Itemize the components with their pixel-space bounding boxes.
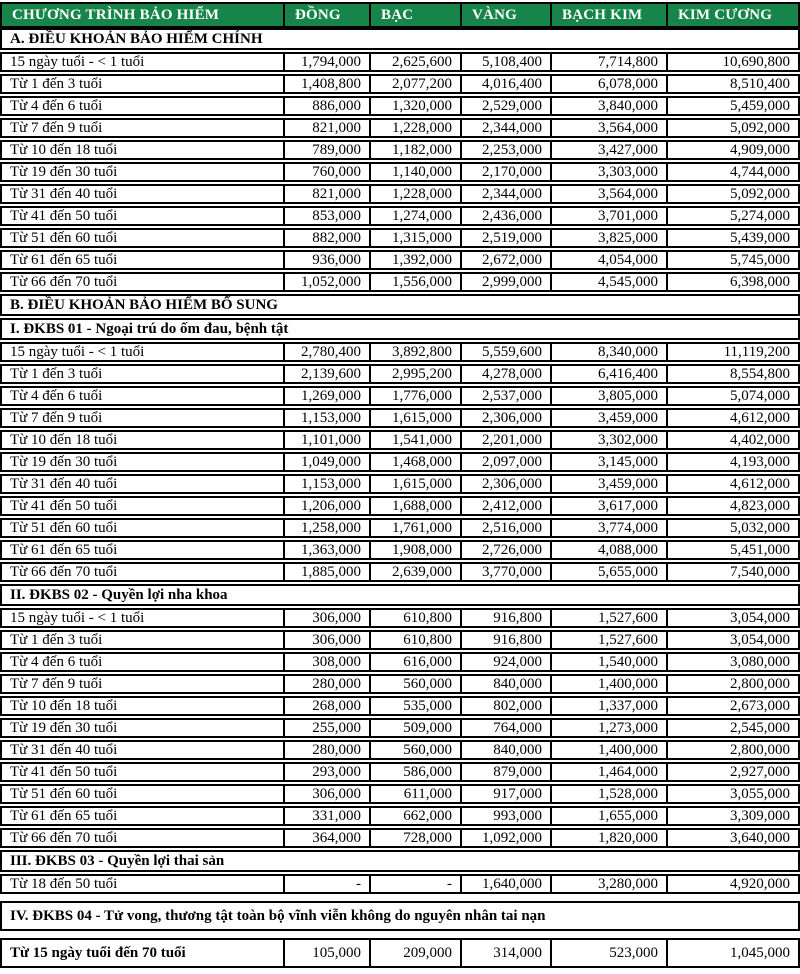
table-row [0,938,800,968]
premium-value: 611,000 [369,784,462,804]
premium-value: 1,464,000 [550,762,668,782]
premium-value: 917,000 [460,784,552,804]
age-range-label: Từ 7 đến 9 tuổi [0,408,285,428]
premium-value: 2,995,200 [369,364,462,384]
age-range-label: Từ 61 đến 65 tuổi [0,540,285,560]
age-range-label: Từ 41 đến 50 tuổi [0,206,285,226]
section-header-row [0,318,800,340]
table-row [0,52,800,72]
premium-value: 331,000 [283,806,371,826]
table-row [0,652,800,672]
section-title: B. ĐIỀU KHOẢN BẢO HIỂM BỔ SUNG [0,294,800,316]
premium-value: 1,228,000 [369,118,462,138]
premium-value: 3,774,000 [550,518,668,538]
premium-value: 308,000 [283,652,371,672]
premium-value: 1,655,000 [550,806,668,826]
age-range-label: Từ 7 đến 9 tuổi [0,118,285,138]
premium-value: 280,000 [283,740,371,760]
premium-value: 1,761,000 [369,518,462,538]
premium-value: 2,436,000 [460,206,552,226]
premium-value: 3,701,000 [550,206,668,226]
column-header-kim-cuong: KIM CƯƠNG [666,2,800,28]
premium-value: 306,000 [283,608,371,628]
premium-value: 364,000 [283,828,371,848]
table-row [0,140,800,160]
premium-value: 2,726,000 [460,540,552,560]
premium-value: 821,000 [283,184,371,204]
premium-value: 1,688,000 [369,496,462,516]
premium-value: 5,108,400 [460,52,552,72]
age-range-label: Từ 10 đến 18 tuổi [0,430,285,450]
premium-value: 993,000 [460,806,552,826]
column-header-dong: ĐỒNG [283,2,371,28]
premium-value: 5,092,000 [666,184,800,204]
premium-value: 840,000 [460,674,552,694]
table-header-row [0,2,800,28]
premium-value: 586,000 [369,762,462,782]
premium-value: 3,309,000 [666,806,800,826]
table-row [0,342,800,362]
premium-value: 1,794,000 [283,52,371,72]
premium-value: 1,885,000 [283,562,371,582]
premium-value: 2,516,000 [460,518,552,538]
table-row [0,272,800,292]
age-range-label: Từ 10 đến 18 tuổi [0,140,285,160]
table-row [0,518,800,538]
table-row [0,162,800,182]
premium-value: 1,045,000 [666,938,800,968]
premium-value: 2,097,000 [460,452,552,472]
premium-value: 306,000 [283,630,371,650]
premium-value: 6,398,000 [666,272,800,292]
premium-value: 268,000 [283,696,371,716]
premium-value: 840,000 [460,740,552,760]
premium-value: 2,306,000 [460,408,552,428]
table-row [0,430,800,450]
premium-value: 8,340,000 [550,342,668,362]
table-row [0,206,800,226]
premium-value: 3,617,000 [550,496,668,516]
premium-value: 1,527,600 [550,608,668,628]
table-row [0,562,800,582]
age-range-label: Từ 51 đến 60 tuổi [0,784,285,804]
age-range-label: Từ 1 đến 3 tuổi [0,364,285,384]
section-title: IV. ĐKBS 04 - Tử vong, thương tật toàn bộ vĩnh viễn không do nguyên nhân tai nạn [0,901,800,931]
premium-value: 306,000 [283,784,371,804]
age-range-label: Từ 18 đến 50 tuổi [0,874,285,894]
premium-value: 560,000 [369,674,462,694]
premium-value: 2,344,000 [460,118,552,138]
premium-value: 280,000 [283,674,371,694]
premium-value: 3,892,800 [369,342,462,362]
premium-value: 2,201,000 [460,430,552,450]
premium-value: 3,770,000 [460,562,552,582]
age-range-label: Từ 51 đến 60 tuổi [0,518,285,538]
premium-value: 4,278,000 [460,364,552,384]
table-row [0,540,800,560]
table-row [0,364,800,384]
premium-value: 8,554,800 [666,364,800,384]
premium-value: 7,540,000 [666,562,800,582]
premium-value: 255,000 [283,718,371,738]
premium-value: 1,820,000 [550,828,668,848]
premium-value: 1,092,000 [460,828,552,848]
premium-value: 728,000 [369,828,462,848]
premium-value: 2,519,000 [460,228,552,248]
premium-value: 4,402,000 [666,430,800,450]
age-range-label: Từ 7 đến 9 tuổi [0,674,285,694]
premium-value: 1,615,000 [369,474,462,494]
table-row [0,408,800,428]
premium-value: 2,927,000 [666,762,800,782]
premium-value: 2,537,000 [460,386,552,406]
table-row [0,674,800,694]
premium-value: 3,840,000 [550,96,668,116]
premium-value: 523,000 [550,938,668,968]
table-row [0,74,800,94]
table-row [0,874,800,894]
age-range-label: Từ 61 đến 65 tuổi [0,806,285,826]
premium-value: 789,000 [283,140,371,160]
premium-value: 662,000 [369,806,462,826]
premium-value: 509,000 [369,718,462,738]
premium-value: 11,119,200 [666,342,800,362]
age-range-label: Từ 66 đến 70 tuổi [0,272,285,292]
table-row [0,762,800,782]
premium-value: 6,078,000 [550,74,668,94]
table-row [0,474,800,494]
premium-value: 760,000 [283,162,371,182]
table-row [0,386,800,406]
premium-value: 4,545,000 [550,272,668,292]
age-range-label: Từ 19 đến 30 tuổi [0,162,285,182]
section-header-row [0,294,800,316]
premium-value: 1,273,000 [550,718,668,738]
premium-value: 4,920,000 [666,874,800,894]
premium-value: 535,000 [369,696,462,716]
premium-value: 3,054,000 [666,608,800,628]
premium-value: 853,000 [283,206,371,226]
table-row [0,184,800,204]
premium-value: 1,392,000 [369,250,462,270]
premium-value: 1,320,000 [369,96,462,116]
table-row [0,452,800,472]
premium-value: 5,655,000 [550,562,668,582]
premium-value: 3,427,000 [550,140,668,160]
age-range-label: Từ 19 đến 30 tuổi [0,718,285,738]
premium-value: 1,258,000 [283,518,371,538]
premium-value: 5,092,000 [666,118,800,138]
premium-value: 1,315,000 [369,228,462,248]
age-range-label: Từ 4 đến 6 tuổi [0,652,285,672]
age-range-label: Từ 1 đến 3 tuổi [0,630,285,650]
premium-value: 3,280,000 [550,874,668,894]
premium-value: 1,337,000 [550,696,668,716]
section-header-row [0,28,800,50]
table-row [0,228,800,248]
table-row [0,784,800,804]
premium-value: 560,000 [369,740,462,760]
premium-value: 1,556,000 [369,272,462,292]
premium-value: 8,510,400 [666,74,800,94]
premium-value: 4,193,000 [666,452,800,472]
section-title: III. ĐKBS 03 - Quyền lợi thai sản [0,850,800,872]
premium-value: 879,000 [460,762,552,782]
premium-value: 5,459,000 [666,96,800,116]
table-row [0,608,800,628]
premium-value: 1,363,000 [283,540,371,560]
age-range-label: 15 ngày tuổi - < 1 tuổi [0,342,285,362]
premium-value: 610,800 [369,608,462,628]
section-title: A. ĐIỀU KHOẢN BẢO HIỂM CHÍNH [0,28,800,50]
premium-value: 5,274,000 [666,206,800,226]
premium-value: 1,528,000 [550,784,668,804]
table-row [0,828,800,848]
premium-value: 2,625,600 [369,52,462,72]
premium-value: 2,529,000 [460,96,552,116]
age-range-label: Từ 61 đến 65 tuổi [0,250,285,270]
premium-value: 5,559,600 [460,342,552,362]
table-row [0,250,800,270]
premium-value: 1,274,000 [369,206,462,226]
premium-value: 802,000 [460,696,552,716]
table-body [0,28,800,968]
premium-value: 2,672,000 [460,250,552,270]
premium-value: 3,145,000 [550,452,668,472]
premium-value: 6,416,400 [550,364,668,384]
premium-value: 4,823,000 [666,496,800,516]
premium-value: 209,000 [369,938,462,968]
column-header-vang: VÀNG [460,2,552,28]
premium-value: 3,080,000 [666,652,800,672]
premium-value: 1,908,000 [369,540,462,560]
premium-value: 1,140,000 [369,162,462,182]
age-range-label: Từ 1 đến 3 tuổi [0,74,285,94]
premium-value: 2,780,400 [283,342,371,362]
premium-value: 1,540,000 [550,652,668,672]
premium-value: 2,077,200 [369,74,462,94]
table-row [0,496,800,516]
premium-value: 2,253,000 [460,140,552,160]
premium-value: 5,439,000 [666,228,800,248]
premium-value: 1,615,000 [369,408,462,428]
section-title: II. ĐKBS 02 - Quyền lợi nha khoa [0,584,800,606]
section-header-row [0,850,800,872]
premium-value: 4,054,000 [550,250,668,270]
premium-value: 936,000 [283,250,371,270]
table-row [0,696,800,716]
premium-value: 4,016,400 [460,74,552,94]
premium-value: 4,744,000 [666,162,800,182]
premium-value: 2,673,000 [666,696,800,716]
age-range-label: Từ 4 đến 6 tuổi [0,386,285,406]
premium-value: 3,054,000 [666,630,800,650]
premium-value: 5,451,000 [666,540,800,560]
premium-value: 1,400,000 [550,740,668,760]
premium-value: 1,153,000 [283,408,371,428]
premium-value: 924,000 [460,652,552,672]
age-range-label: Từ 10 đến 18 tuổi [0,696,285,716]
program-column-header: CHƯƠNG TRÌNH BẢO HIỂM [0,2,285,28]
premium-value: 3,303,000 [550,162,668,182]
age-range-label: 15 ngày tuổi - < 1 tuổi [0,52,285,72]
age-range-label: Từ 31 đến 40 tuổi [0,184,285,204]
premium-value: 916,800 [460,608,552,628]
premium-value: 3,564,000 [550,118,668,138]
premium-value: 1,182,000 [369,140,462,160]
premium-value: 105,000 [283,938,371,968]
premium-value: 1,049,000 [283,452,371,472]
premium-value: 7,714,800 [550,52,668,72]
premium-value: - [369,874,462,894]
premium-value: 1,052,000 [283,272,371,292]
premium-value: 2,344,000 [460,184,552,204]
premium-value: 3,459,000 [550,408,668,428]
table-row [0,718,800,738]
premium-value: 5,074,000 [666,386,800,406]
age-range-label: 15 ngày tuổi - < 1 tuổi [0,608,285,628]
table-row [0,96,800,116]
section-header-row [0,901,800,931]
age-range-label: Từ 66 đến 70 tuổi [0,562,285,582]
table-row [0,118,800,138]
premium-value: 882,000 [283,228,371,248]
premium-value: 2,306,000 [460,474,552,494]
premium-value: 293,000 [283,762,371,782]
premium-value: 5,745,000 [666,250,800,270]
table-row [0,740,800,760]
premium-value: 1,228,000 [369,184,462,204]
premium-value: 2,545,000 [666,718,800,738]
premium-value: 5,032,000 [666,518,800,538]
column-header-bach-kim: BẠCH KIM [550,2,668,28]
premium-value: 2,170,000 [460,162,552,182]
premium-value: 1,468,000 [369,452,462,472]
premium-value: 616,000 [369,652,462,672]
premium-value: 1,527,600 [550,630,668,650]
premium-value: 2,639,000 [369,562,462,582]
age-range-label: Từ 19 đến 30 tuổi [0,452,285,472]
premium-value: 4,612,000 [666,474,800,494]
premium-value: 1,153,000 [283,474,371,494]
age-range-label: Từ 15 ngày tuổi đến 70 tuổi [0,938,285,968]
premium-value: 764,000 [460,718,552,738]
premium-value: 3,825,000 [550,228,668,248]
premium-value: 4,088,000 [550,540,668,560]
premium-value: 610,800 [369,630,462,650]
section-header-row [0,584,800,606]
premium-value: 886,000 [283,96,371,116]
premium-value: 1,640,000 [460,874,552,894]
premium-value: 2,800,000 [666,674,800,694]
premium-value: 1,408,800 [283,74,371,94]
premium-value: 3,805,000 [550,386,668,406]
premium-value: 821,000 [283,118,371,138]
premium-value: 3,640,000 [666,828,800,848]
premium-value: 1,541,000 [369,430,462,450]
age-range-label: Từ 66 đến 70 tuổi [0,828,285,848]
premium-value: 2,800,000 [666,740,800,760]
premium-value: 2,412,000 [460,496,552,516]
premium-value: 3,564,000 [550,184,668,204]
age-range-label: Từ 4 đến 6 tuổi [0,96,285,116]
premium-value: 10,690,800 [666,52,800,72]
premium-value: 314,000 [460,938,552,968]
premium-value: 1,206,000 [283,496,371,516]
premium-value: 4,909,000 [666,140,800,160]
premium-value: 916,800 [460,630,552,650]
age-range-label: Từ 31 đến 40 tuổi [0,740,285,760]
premium-value: 1,269,000 [283,386,371,406]
premium-value: 1,101,000 [283,430,371,450]
table-row [0,630,800,650]
column-header-bac: BẠC [369,2,462,28]
premium-value: 3,459,000 [550,474,668,494]
section-title: I. ĐKBS 01 - Ngoại trú do ốm đau, bệnh tật [0,318,800,340]
age-range-label: Từ 41 đến 50 tuổi [0,762,285,782]
premium-value: 1,400,000 [550,674,668,694]
age-range-label: Từ 41 đến 50 tuổi [0,496,285,516]
premium-value: 3,302,000 [550,430,668,450]
premium-value: - [283,874,371,894]
premium-value: 2,999,000 [460,272,552,292]
premium-value: 2,139,600 [283,364,371,384]
table-row [0,806,800,826]
age-range-label: Từ 31 đến 40 tuổi [0,474,285,494]
premium-value: 3,055,000 [666,784,800,804]
premium-value: 1,776,000 [369,386,462,406]
premium-value: 4,612,000 [666,408,800,428]
age-range-label: Từ 51 đến 60 tuổi [0,228,285,248]
